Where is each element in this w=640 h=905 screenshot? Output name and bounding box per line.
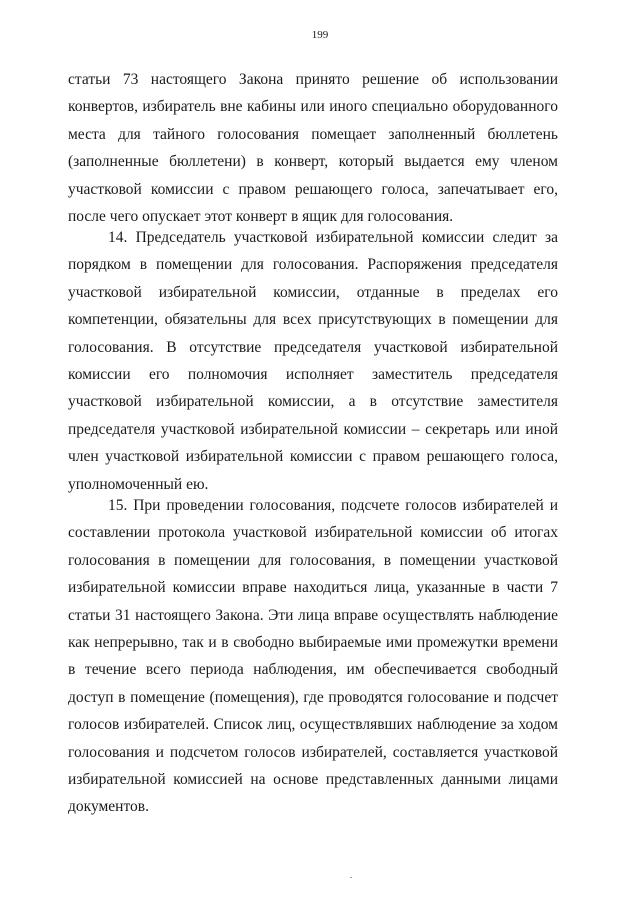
paragraph-item-15: 15. При проведении голосования, подсчете голосов избирателей и составлении протокола участковой избирательной комиссии об итогах голосования в помещении для голосования, в помещении участковой избирательной комиссии вправе находиться лица, указанные в части 7 статьи 31 настоящего Закона. Эти лица вправе осуществлять наблюдение как непрерывно, так и в свободно выбираемые ими промежутки времени в течение всего периода наблюдения, им обеспечивается свободный доступ в помещение (помещения), где проводятся голосование и подсчет голосов избирателей. Список лиц, осуществлявших наблюдение за ходом голосования и подсчетом голосов избирателей, составляется участковой избирательной комиссией на основе представленных данными лицами документов. <box>68 497 558 816</box>
page-number: 199 <box>311 29 329 41</box>
paragraph-continuation: статьи 73 настоящего Закона принято решение об использовании конвертов, избиратель вне кабины или иного специально оборудованного места для тайного голосования помещает заполненный бюллетень (заполненные бюллетени) в конверт, который выдается ему членом участковой комиссии с правом решающего голоса, запечатывает его, после чего опускает этот конверт в ящик для голосования. <box>68 71 558 226</box>
paragraph-item-14: 14. Председатель участковой избирательной комиссии следит за порядком в помещении для голосования. Распоряжения председателя участковой избирательной комиссии, отданные в пределах его компетенции, обязательны для всех присутствующих в помещении для голосования. В отсутствие председателя участковой избирательной комиссии его полномочия исполняет заместитель председателя участковой избирательной комиссии, а в отсутствие заместителя председателя участковой избирательной комиссии – секретарь или иной член участковой избирательной комиссии с правом решающего голоса, уполномоченный ею. <box>68 229 558 493</box>
scan-artifact <box>350 877 352 878</box>
